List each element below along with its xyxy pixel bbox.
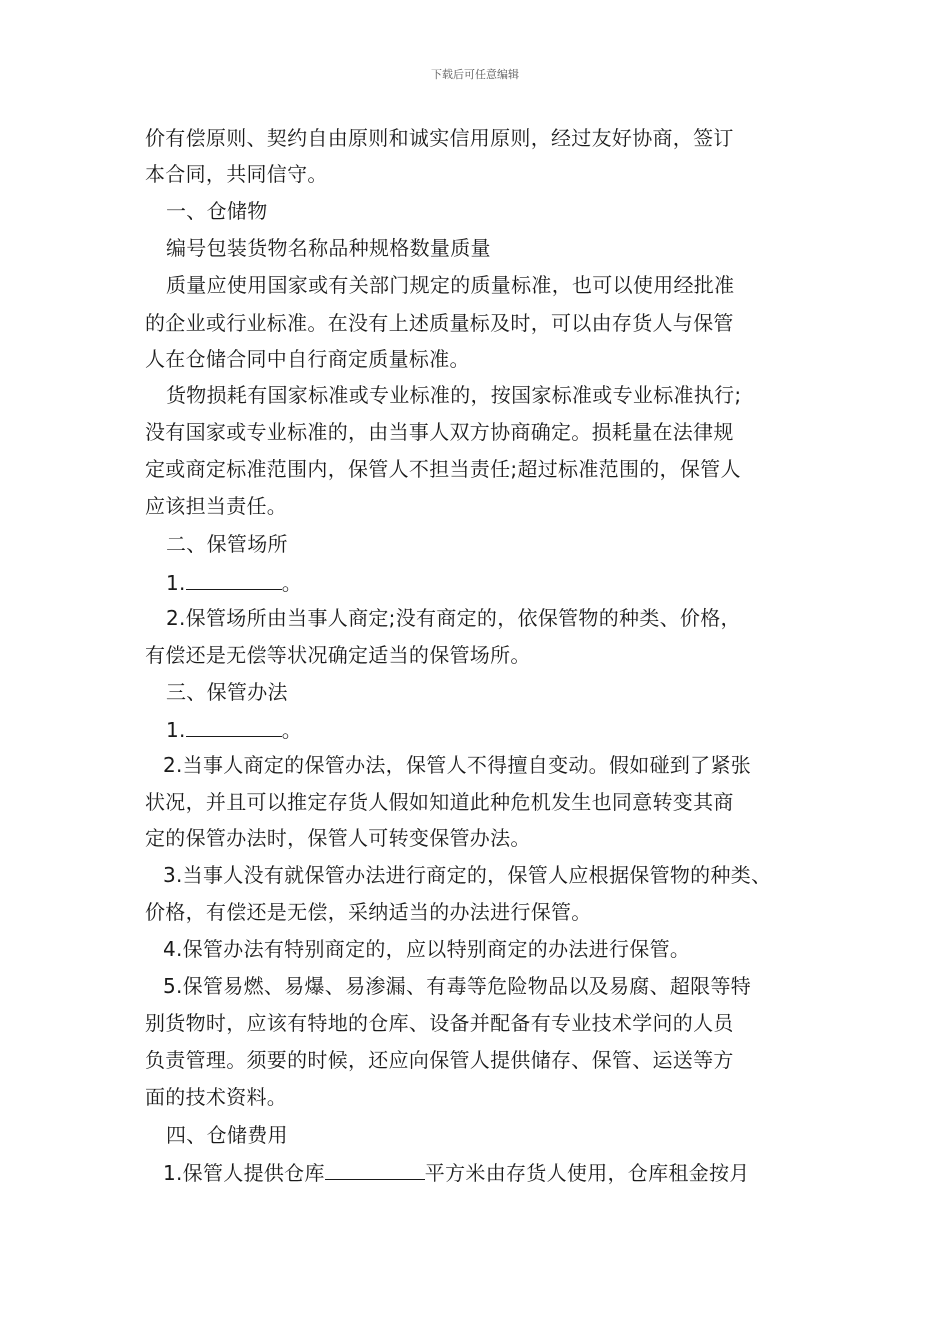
paragraph-line: 面的技术资料。 [145,1085,288,1109]
paragraph-line: 定的保管办法时，保管人可转变保管办法。 [145,826,531,850]
paragraph-line: 2.保管场所由当事人商定;没有商定的，依保管物的种类、价格， [166,606,741,630]
line-end-punctuation: 。 [281,571,302,595]
paragraph-line: 4.保管办法有特别商定的，应以特别商定的办法进行保管。 [163,937,691,961]
item-number: 1. [166,571,186,595]
paragraph-line: 没有国家或专业标准的，由当事人双方协商确定。损耗量在法律规 [145,420,734,444]
blank-field [186,716,282,737]
paragraph-line: 应该担当责任。 [145,494,288,518]
paragraph-line: 人在仓储合同中自行商定质量标准。 [145,347,470,371]
paragraph-line: 的企业或行业标准。在没有上述质量标及时，可以由存货人与保管 [145,311,734,335]
paragraph-line: 状况，并且可以推定存货人假如知道此种危机发生也同意转变其商 [145,790,734,814]
section-heading: 一、仓储物 [166,199,268,223]
line-text-start: 1.保管人提供仓库 [163,1161,325,1185]
paragraph-line: 有偿还是无偿等状况确定适当的保管场所。 [145,643,531,667]
paragraph-line: 编号包装货物名称品种规格数量质量 [166,236,491,260]
blank-field [186,569,282,590]
line-end-punctuation: 。 [281,718,302,742]
paragraph-line: 质量应使用国家或有关部门规定的质量标准，也可以使用经批准 [166,273,735,297]
paragraph-line: 3.当事人没有就保管办法进行商定的，保管人应根据保管物的种类、 [163,863,772,887]
paragraph-line: 本合同，共同信守。 [145,162,328,186]
paragraph-line: 别货物时，应该有特地的仓库、设备并配备有专业技术学问的人员 [145,1011,734,1035]
line-text-end: 平方米由存货人使用，仓库租金按月 [424,1161,750,1185]
paragraph-line: 价有偿原则、契约自由原则和诚实信用原则，经过友好协商，签订 [145,126,734,150]
fill-in-line [166,716,302,742]
paragraph-line: 定或商定标准范围内，保管人不担当责任;超过标准范围的，保管人 [145,457,741,481]
paragraph-line: 负责管理。须要的时候，还应向保管人提供储存、保管、运送等方 [145,1048,734,1072]
section-heading: 二、保管场所 [166,532,288,556]
page-header: 下载后可任意编辑 [431,68,519,81]
paragraph-line: 价格，有偿还是无偿，采纳适当的办法进行保管。 [145,900,592,924]
section-heading: 三、保管办法 [166,680,288,704]
blank-field [325,1159,425,1180]
paragraph-line: 5.保管易燃、易爆、易渗漏、有毒等危险物品以及易腐、超限等特 [163,974,752,998]
fill-in-line [166,569,302,595]
item-number: 1. [166,718,186,742]
paragraph-line: 货物损耗有国家标准或专业标准的，按国家标准或专业标准执行; [166,383,742,407]
fill-in-line [163,1159,750,1185]
section-heading: 四、仓储费用 [166,1123,288,1147]
paragraph-line: 2.当事人商定的保管办法，保管人不得擅自变动。假如碰到了紧张 [163,753,752,777]
